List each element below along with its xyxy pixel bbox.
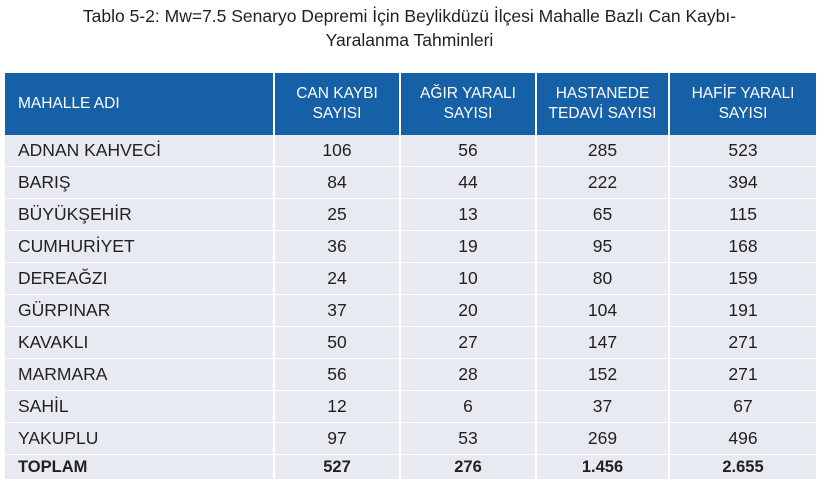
header-agir-yarali-line1: AĞIR YARALI <box>420 85 516 102</box>
agir-yarali-cell: 44 <box>401 167 537 199</box>
mahalle-name-cell: SAHİL <box>5 391 275 423</box>
agir-yarali-cell: 19 <box>401 231 537 263</box>
total-can-kaybi-cell: 527 <box>275 455 401 480</box>
mahalle-name-cell: KAVAKLI <box>5 327 275 359</box>
agir-yarali-cell: 27 <box>401 327 537 359</box>
hafif-yarali-cell: 168 <box>670 231 816 263</box>
table-row <box>5 263 816 295</box>
table-row <box>5 199 816 231</box>
can-kaybi-cell: 97 <box>275 423 401 455</box>
hafif-yarali-cell: 191 <box>670 295 816 327</box>
mahalle-name-cell: BARIŞ <box>5 167 275 199</box>
mahalle-name-cell: BÜYÜKŞEHİR <box>5 199 275 231</box>
hastanede-cell: 147 <box>537 327 670 359</box>
hastanede-cell: 104 <box>537 295 670 327</box>
table-row <box>5 135 816 167</box>
hafif-yarali-cell: 67 <box>670 391 816 423</box>
total-hafif-yarali-cell: 2.655 <box>670 455 816 480</box>
header-hastanede-line2: TEDAVİ SAYISI <box>548 105 657 122</box>
hastanede-cell: 37 <box>537 391 670 423</box>
can-kaybi-cell: 106 <box>275 135 401 167</box>
hafif-yarali-cell: 115 <box>670 199 816 231</box>
can-kaybi-cell: 84 <box>275 167 401 199</box>
hastanede-cell: 152 <box>537 359 670 391</box>
hastanede-cell: 95 <box>537 231 670 263</box>
agir-yarali-cell: 56 <box>401 135 537 167</box>
mahalle-name-cell: ADNAN KAHVECİ <box>5 135 275 167</box>
header-can-kaybi <box>275 73 401 135</box>
can-kaybi-cell: 12 <box>275 391 401 423</box>
hastanede-cell: 65 <box>537 199 670 231</box>
casualty-table <box>5 73 816 480</box>
agir-yarali-cell: 20 <box>401 295 537 327</box>
total-row <box>5 455 816 480</box>
agir-yarali-cell: 28 <box>401 359 537 391</box>
header-hafif-yarali-line2: SAYISI <box>718 105 768 122</box>
can-kaybi-cell: 50 <box>275 327 401 359</box>
total-hastanede-cell: 1.456 <box>537 455 670 480</box>
can-kaybi-cell: 37 <box>275 295 401 327</box>
agir-yarali-cell: 53 <box>401 423 537 455</box>
table-caption <box>0 4 819 52</box>
table-row <box>5 327 816 359</box>
can-kaybi-cell: 36 <box>275 231 401 263</box>
table-body <box>5 135 816 480</box>
header-row <box>5 73 816 135</box>
hafif-yarali-cell: 271 <box>670 359 816 391</box>
table-row <box>5 231 816 263</box>
header-agir-yarali-line2: SAYISI <box>443 105 493 122</box>
agir-yarali-cell: 10 <box>401 263 537 295</box>
caption-line-2: Yaralanma Tahminleri <box>325 30 494 50</box>
mahalle-name-cell: GÜRPINAR <box>5 295 275 327</box>
hastanede-cell: 285 <box>537 135 670 167</box>
hastanede-cell: 269 <box>537 423 670 455</box>
total-agir-yarali-cell: 276 <box>401 455 537 480</box>
table-row <box>5 359 816 391</box>
header-can-kaybi-line1: CAN KAYBI <box>296 85 378 102</box>
hafif-yarali-cell: 159 <box>670 263 816 295</box>
hastanede-cell: 80 <box>537 263 670 295</box>
hastanede-cell: 222 <box>537 167 670 199</box>
header-hastanede-tedavi <box>537 73 670 135</box>
header-hafif-yarali <box>670 73 816 135</box>
can-kaybi-cell: 25 <box>275 199 401 231</box>
table-header <box>5 73 816 135</box>
mahalle-name-cell: YAKUPLU <box>5 423 275 455</box>
agir-yarali-cell: 6 <box>401 391 537 423</box>
header-agir-yarali <box>401 73 537 135</box>
header-hafif-yarali-line1: HAFİF YARALI <box>691 85 795 102</box>
agir-yarali-cell: 13 <box>401 199 537 231</box>
header-hastanede-line1: HASTANEDE <box>555 85 650 102</box>
hafif-yarali-cell: 523 <box>670 135 816 167</box>
total-mahalle-name-cell: TOPLAM <box>5 455 275 480</box>
table-row <box>5 423 816 455</box>
table-row <box>5 167 816 199</box>
can-kaybi-cell: 24 <box>275 263 401 295</box>
table-row <box>5 391 816 423</box>
hafif-yarali-cell: 271 <box>670 327 816 359</box>
hafif-yarali-cell: 496 <box>670 423 816 455</box>
mahalle-name-cell: MARMARA <box>5 359 275 391</box>
mahalle-name-cell: CUMHURİYET <box>5 231 275 263</box>
mahalle-name-cell: DEREAĞZI <box>5 263 275 295</box>
table-row <box>5 295 816 327</box>
can-kaybi-cell: 56 <box>275 359 401 391</box>
hafif-yarali-cell: 394 <box>670 167 816 199</box>
header-mahalle-adi: MAHALLE ADI <box>5 73 275 135</box>
header-can-kaybi-line2: SAYISI <box>312 105 362 122</box>
caption-line-1: Tablo 5-2: Mw=7.5 Senaryo Depremi İçin Beylikdüzü İlçesi Mahalle Bazlı Can Kaybı- <box>82 6 737 26</box>
